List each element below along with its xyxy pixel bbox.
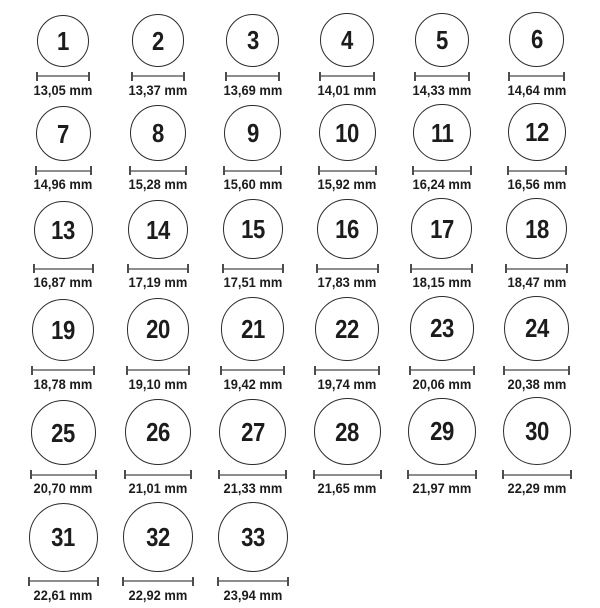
ring-circle <box>132 14 185 67</box>
ring-circle <box>224 105 281 162</box>
chart-row <box>16 296 584 397</box>
diameter-label <box>315 275 379 290</box>
ring-circle <box>218 502 288 572</box>
diameter-label-text: 20,06 mm <box>412 375 472 392</box>
ring-size-number: 28 <box>335 416 360 447</box>
ring-size-item <box>111 198 206 296</box>
diameter-measure-line <box>319 72 375 81</box>
diameter-label-text: 15,60 mm <box>223 176 283 193</box>
diameter-label <box>315 481 379 496</box>
diameter-label-text: 15,28 mm <box>128 176 188 193</box>
ring-circle <box>506 198 568 260</box>
ring-size-item <box>205 296 300 397</box>
ring-size-item <box>205 502 300 608</box>
diameter-label-text: 18,15 mm <box>412 274 472 291</box>
ring-circle <box>509 12 564 67</box>
diameter-label <box>315 177 379 192</box>
ring-circle <box>508 103 566 161</box>
ring-size-item <box>16 502 111 608</box>
diameter-label <box>410 275 474 290</box>
diameter-label-text: 14,96 mm <box>33 176 93 193</box>
diameter-measure-line <box>33 264 94 273</box>
ring-size-number: 22 <box>335 313 360 344</box>
diameter-measure-line <box>222 264 284 273</box>
ring-circle <box>130 105 186 161</box>
diameter-label-text: 22,92 mm <box>128 586 188 603</box>
diameter-measure-line <box>412 166 472 175</box>
ring-size-item <box>205 12 300 103</box>
ring-size-number: 30 <box>524 416 549 447</box>
diameter-measure-line <box>220 366 285 375</box>
diameter-measure-line <box>124 470 192 479</box>
ring-circle <box>29 503 98 572</box>
diameter-label <box>126 377 190 392</box>
chart-row <box>16 12 584 103</box>
ring-size-number: 15 <box>240 214 265 245</box>
ring-circle <box>317 199 377 259</box>
ring-circle <box>31 400 97 466</box>
ring-size-item <box>16 296 111 397</box>
diameter-label <box>505 377 569 392</box>
diameter-label <box>221 83 285 98</box>
diameter-measure-line <box>503 366 570 375</box>
ring-size-item <box>16 397 111 502</box>
diameter-measure-line <box>126 366 191 375</box>
diameter-label <box>315 83 379 98</box>
ring-circle <box>128 200 187 259</box>
diameter-label-text: 21,65 mm <box>317 480 377 497</box>
diameter-measure-line <box>414 72 470 81</box>
ring-size-number: 33 <box>240 521 265 552</box>
diameter-measure-line <box>225 72 280 81</box>
diameter-label <box>410 377 474 392</box>
diameter-label <box>315 377 379 392</box>
ring-size-number: 16 <box>335 214 360 245</box>
ring-circle <box>415 13 469 67</box>
ring-size-number: 24 <box>524 313 549 344</box>
diameter-measure-line <box>318 166 377 175</box>
ring-size-number: 25 <box>51 417 76 448</box>
ring-circle <box>219 399 286 466</box>
diameter-measure-line <box>409 366 475 375</box>
ring-size-number: 3 <box>246 25 259 56</box>
ring-size-number: 6 <box>530 24 543 55</box>
diameter-measure-line <box>508 72 565 81</box>
diameter-label <box>410 481 474 496</box>
ring-size-number: 32 <box>146 522 170 553</box>
chart-row <box>16 103 584 198</box>
diameter-label <box>410 83 474 98</box>
ring-size-item <box>489 397 584 502</box>
diameter-label-text: 19,10 mm <box>128 375 188 392</box>
ring-circle <box>32 299 94 361</box>
ring-size-item <box>111 103 206 198</box>
ring-size-number: 2 <box>152 25 164 56</box>
diameter-label <box>221 177 285 192</box>
ring-size-item <box>489 12 584 103</box>
diameter-measure-line <box>129 166 187 175</box>
ring-circle <box>410 296 474 360</box>
diameter-label-text: 19,42 mm <box>223 375 283 392</box>
ring-size-item <box>111 296 206 397</box>
diameter-label <box>126 275 190 290</box>
ring-size-number: 9 <box>246 118 259 149</box>
diameter-label-text: 22,61 mm <box>33 586 93 603</box>
ring-size-item <box>16 103 111 198</box>
diameter-label-text: 13,69 mm <box>223 81 283 98</box>
ring-circle <box>315 297 379 361</box>
ring-size-number: 10 <box>335 117 360 148</box>
diameter-label-text: 13,37 mm <box>128 81 188 98</box>
ring-size-item <box>395 103 490 198</box>
diameter-measure-line <box>507 166 567 175</box>
diameter-label-text: 16,24 mm <box>412 176 472 193</box>
diameter-measure-line <box>218 470 287 479</box>
diameter-label <box>31 377 95 392</box>
diameter-label-text: 18,47 mm <box>507 274 567 291</box>
diameter-label-text: 21,97 mm <box>412 480 472 497</box>
diameter-label <box>126 588 190 603</box>
ring-circle <box>226 14 279 67</box>
ring-circle <box>37 15 89 67</box>
diameter-label <box>31 177 95 192</box>
ring-circle <box>221 297 284 360</box>
diameter-measure-line <box>502 470 572 479</box>
diameter-label-text: 13,05 mm <box>33 81 93 98</box>
ring-circle <box>411 198 472 259</box>
chart-row <box>16 502 584 608</box>
ring-circle <box>36 106 91 161</box>
ring-circle <box>504 296 569 361</box>
diameter-measure-line <box>31 366 95 375</box>
ring-size-number: 17 <box>430 213 454 244</box>
diameter-label-text: 18,78 mm <box>33 375 93 392</box>
diameter-label-text: 14,33 mm <box>412 81 472 98</box>
ring-circle <box>320 13 374 67</box>
ring-size-item <box>395 397 490 502</box>
diameter-label <box>31 588 95 603</box>
diameter-label <box>126 177 190 192</box>
ring-size-number: 11 <box>430 117 454 148</box>
ring-size-item <box>205 198 300 296</box>
ring-circle <box>127 298 190 361</box>
diameter-measure-line <box>131 72 186 81</box>
diameter-label-text: 19,74 mm <box>317 375 377 392</box>
ring-size-number: 12 <box>524 117 549 148</box>
ring-size-number: 23 <box>430 313 454 344</box>
ring-size-item <box>300 198 395 296</box>
diameter-label <box>126 83 190 98</box>
diameter-label <box>31 481 95 496</box>
ring-size-number: 14 <box>146 214 170 245</box>
ring-size-item <box>489 296 584 397</box>
diameter-measure-line <box>30 470 98 479</box>
ring-circle <box>223 199 283 259</box>
ring-circle <box>123 502 192 571</box>
diameter-label <box>505 275 569 290</box>
ring-size-number: 18 <box>524 213 549 244</box>
diameter-measure-line <box>217 577 289 586</box>
diameter-measure-line <box>410 264 473 273</box>
diameter-label <box>221 275 285 290</box>
ring-size-item <box>489 103 584 198</box>
ring-circle <box>413 104 471 162</box>
ring-size-item <box>300 397 395 502</box>
diameter-label-text: 14,64 mm <box>507 81 567 98</box>
ring-circle <box>34 201 93 260</box>
ring-size-item <box>16 12 111 103</box>
diameter-label <box>31 83 95 98</box>
ring-size-number: 8 <box>152 118 164 149</box>
diameter-label <box>31 275 95 290</box>
diameter-measure-line <box>314 366 380 375</box>
diameter-label <box>221 588 285 603</box>
ring-size-item <box>111 502 206 608</box>
ring-size-number: 29 <box>430 416 454 447</box>
ring-size-item <box>16 198 111 296</box>
ring-size-number: 26 <box>146 417 170 448</box>
ring-circle <box>125 399 191 465</box>
diameter-measure-line <box>407 470 477 479</box>
ring-size-number: 5 <box>436 24 448 55</box>
diameter-label-text: 17,19 mm <box>128 274 188 291</box>
ring-size-number: 19 <box>51 314 76 345</box>
diameter-measure-line <box>505 264 569 273</box>
ring-size-number: 31 <box>51 522 76 553</box>
ring-size-number: 7 <box>57 118 70 149</box>
diameter-measure-line <box>36 72 90 81</box>
ring-size-item <box>395 198 490 296</box>
diameter-label <box>505 177 569 192</box>
ring-size-number: 20 <box>146 314 170 345</box>
diameter-label-text: 14,01 mm <box>317 81 377 98</box>
diameter-label <box>221 377 285 392</box>
ring-circle <box>503 397 571 465</box>
diameter-label-text: 20,38 mm <box>507 375 567 392</box>
diameter-measure-line <box>127 264 188 273</box>
diameter-label <box>505 83 569 98</box>
ring-size-item <box>300 12 395 103</box>
diameter-label <box>126 481 190 496</box>
ring-size-item <box>205 103 300 198</box>
ring-size-item <box>300 103 395 198</box>
diameter-label <box>410 177 474 192</box>
diameter-label <box>221 481 285 496</box>
ring-size-number: 4 <box>341 24 354 55</box>
ring-circle <box>319 104 376 161</box>
diameter-label-text: 23,94 mm <box>223 586 283 603</box>
ring-size-number: 21 <box>240 313 265 344</box>
diameter-label-text: 22,29 mm <box>507 480 567 497</box>
diameter-label-text: 16,87 mm <box>33 274 93 291</box>
ring-size-item <box>111 12 206 103</box>
ring-size-number: 27 <box>240 417 265 448</box>
ring-size-item <box>395 12 490 103</box>
ring-size-number: 1 <box>57 25 70 56</box>
diameter-label-text: 21,33 mm <box>223 480 283 497</box>
diameter-label-text: 21,01 mm <box>128 480 188 497</box>
chart-row <box>16 397 584 502</box>
ring-circle <box>314 398 381 465</box>
ring-size-item <box>205 397 300 502</box>
diameter-label <box>505 481 569 496</box>
diameter-measure-line <box>316 264 378 273</box>
chart-row <box>16 198 584 296</box>
diameter-measure-line <box>122 577 193 586</box>
ring-circle <box>408 398 476 466</box>
diameter-label-text: 20,70 mm <box>33 480 93 497</box>
ring-size-item <box>300 296 395 397</box>
ring-size-number: 13 <box>51 214 76 245</box>
diameter-measure-line <box>35 166 92 175</box>
ring-size-item <box>395 296 490 397</box>
diameter-label-text: 17,83 mm <box>317 274 377 291</box>
ring-size-item <box>489 198 584 296</box>
diameter-measure-line <box>223 166 282 175</box>
ring-size-item <box>111 397 206 502</box>
diameter-measure-line <box>28 577 99 586</box>
diameter-label-text: 16,56 mm <box>507 176 567 193</box>
diameter-measure-line <box>313 470 382 479</box>
diameter-label-text: 17,51 mm <box>223 274 283 291</box>
diameter-label-text: 15,92 mm <box>317 176 377 193</box>
